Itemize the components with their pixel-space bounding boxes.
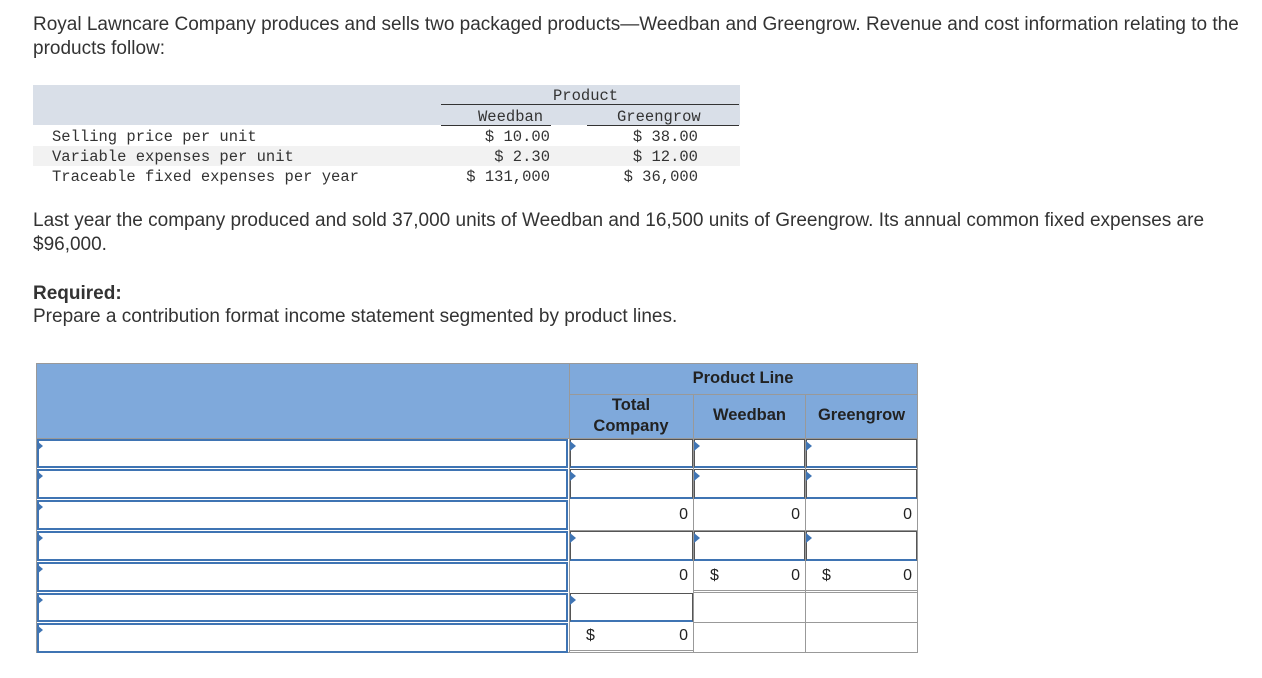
row3-label-marker-icon	[37, 502, 43, 512]
row2-total-marker-icon	[570, 471, 576, 481]
total-company-header: Total Company	[593, 396, 669, 435]
weedban-variable-expenses: $ 2.30	[494, 148, 550, 166]
row1-greengrow-marker-icon	[806, 441, 812, 451]
weedban-traceable-fixed: $ 131,000	[466, 168, 550, 186]
header-label-area	[37, 364, 569, 438]
row1-total-input[interactable]	[570, 439, 693, 468]
row4-total-input[interactable]	[570, 531, 693, 561]
row1-weedban-marker-icon	[694, 441, 700, 451]
row3-total-value: 0	[679, 506, 688, 523]
required-text: Prepare a contribution format income statement segmented by product lines.	[33, 306, 678, 327]
row-label-selling-price: Selling price per unit	[52, 128, 257, 146]
row6-label-marker-icon	[37, 595, 43, 605]
required-label: Required:	[33, 283, 122, 304]
row-label-traceable-fixed: Traceable fixed expenses per year	[52, 168, 359, 186]
row2-greengrow-input[interactable]	[806, 469, 917, 499]
weedban-selling-price: $ 10.00	[484, 128, 550, 146]
row6-label-input[interactable]	[37, 593, 568, 622]
product-group-header: Product	[553, 87, 619, 105]
row3-label-input[interactable]	[37, 500, 568, 530]
row1-total-marker-icon	[570, 441, 576, 451]
row5-greengrow-dollar: $	[822, 567, 831, 584]
row3-greengrow-value: 0	[903, 506, 912, 523]
row5-total-value: 0	[679, 567, 688, 584]
row6-greengrow-bottom	[806, 622, 917, 623]
row2-total-input[interactable]	[570, 469, 693, 499]
row5-greengrow-value: 0	[903, 567, 912, 584]
intro-text: Royal Lawncare Company produces and sells two packaged products—Weedban and Greengrow. Revenue and cost information relating to the products follow:	[33, 14, 1239, 59]
units-paragraph: Last year the company produced and sold 37,000 units of Weedban and 16,500 units of Greengrow. Its annual common fixed expenses are $96,000.	[33, 210, 1205, 255]
row1-label-marker-icon	[37, 441, 43, 451]
weedban-column-header: Weedban	[712, 406, 787, 424]
greengrow-column-header: Greengrow	[817, 406, 906, 424]
row4-greengrow-input[interactable]	[806, 531, 917, 561]
row5-weedban-dollar: $	[710, 567, 719, 584]
row5-label-input[interactable]	[37, 562, 568, 592]
row6-weedban-bottom	[694, 622, 805, 623]
row7-double-underline	[570, 650, 693, 653]
row2-label-marker-icon	[37, 471, 43, 481]
row5-double-underline	[694, 590, 917, 593]
row3-weedban-value: 0	[791, 506, 800, 523]
row7-total-dollar: $	[586, 627, 595, 644]
greengrow-selling-price: $ 38.00	[632, 128, 698, 146]
row2-weedban-marker-icon	[694, 471, 700, 481]
row1-label-input[interactable]	[37, 439, 568, 468]
greengrow-traceable-fixed: $ 36,000	[623, 168, 698, 186]
row6-total-input[interactable]	[570, 593, 693, 622]
row7-total-value: 0	[679, 627, 688, 644]
greengrow-variable-expenses: $ 12.00	[632, 148, 698, 166]
row5-label-marker-icon	[37, 564, 43, 574]
row4-label-input[interactable]	[37, 531, 568, 561]
row2-greengrow-marker-icon	[806, 471, 812, 481]
weedban-header: Weedban	[478, 108, 544, 126]
row1-weedban-input[interactable]	[694, 439, 805, 468]
row5-weedban-value: 0	[791, 567, 800, 584]
row2-label-input[interactable]	[37, 469, 568, 499]
row6-total-marker-icon	[570, 595, 576, 605]
row-label-variable-expenses: Variable expenses per unit	[52, 148, 294, 166]
product-line-header: Product Line	[692, 369, 794, 387]
row4-weedban-marker-icon	[694, 533, 700, 543]
row7-label-input[interactable]	[37, 623, 568, 653]
row1-greengrow-input[interactable]	[806, 439, 917, 468]
row4-label-marker-icon	[37, 533, 43, 543]
row7-label-marker-icon	[37, 625, 43, 635]
greengrow-header: Greengrow	[617, 108, 701, 126]
row4-greengrow-marker-icon	[806, 533, 812, 543]
row4-total-marker-icon	[570, 533, 576, 543]
row4-weedban-input[interactable]	[694, 531, 805, 561]
row2-weedban-input[interactable]	[694, 469, 805, 499]
